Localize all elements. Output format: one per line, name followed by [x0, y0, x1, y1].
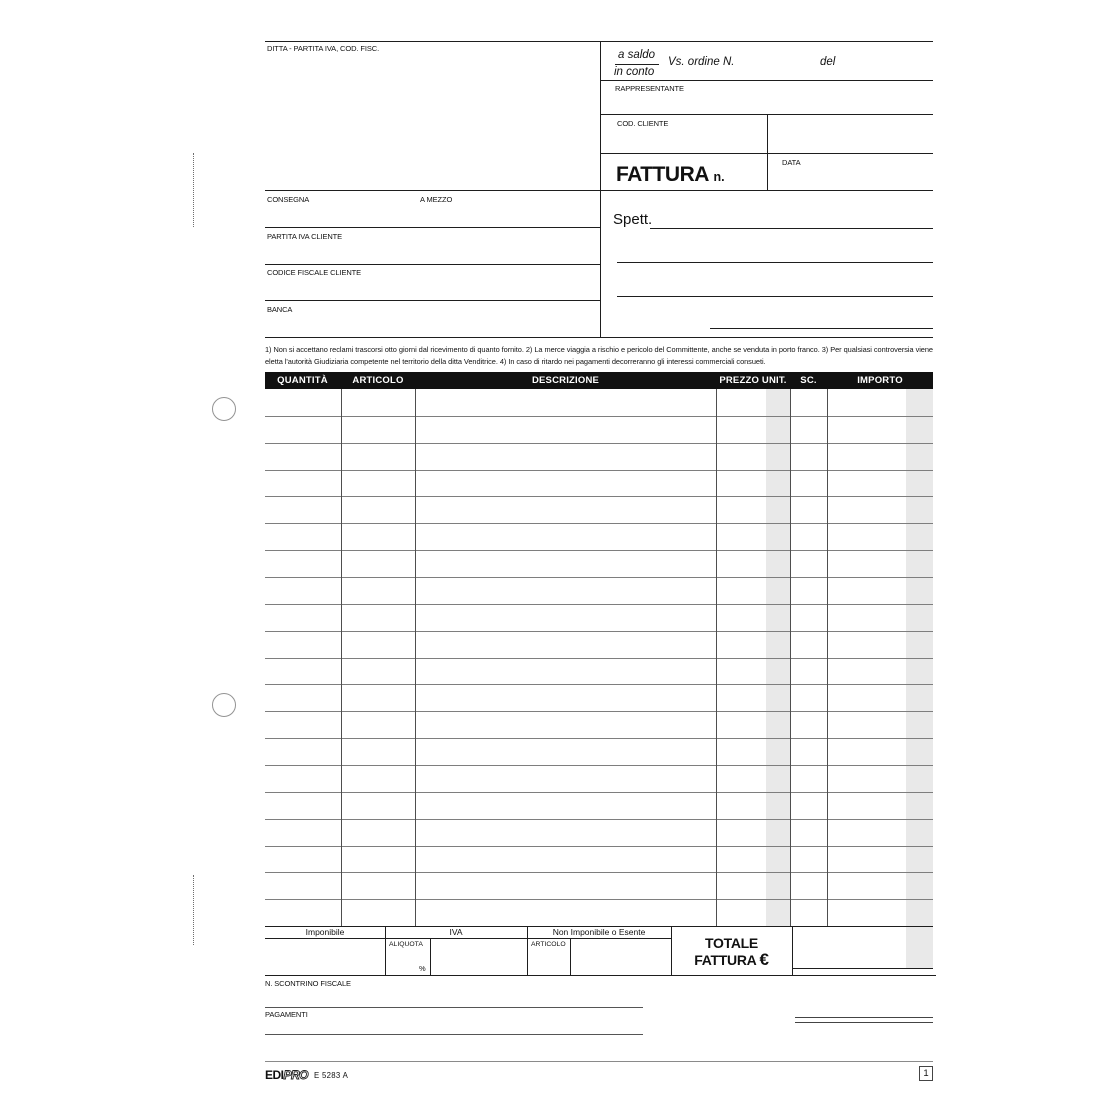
consegna-bottom-line	[265, 227, 600, 228]
imponibile-label: Imponibile	[305, 927, 345, 937]
non-imponibile-label: Non Imponibile o Esente	[552, 927, 646, 937]
non-imponibile-underline	[527, 938, 671, 939]
table-row-line	[265, 496, 933, 497]
brand-logo	[265, 1068, 348, 1082]
table-row-line	[265, 738, 933, 739]
table-row-line	[265, 443, 933, 444]
table-row-line	[265, 550, 933, 551]
totale-fattura-label	[671, 936, 792, 968]
table-header-quantit: QUANTITÀ	[265, 372, 340, 389]
imponibile-underline	[265, 938, 385, 939]
summary-articolo-label: ARTICOLO	[531, 941, 566, 948]
footer-separator-line	[265, 1061, 933, 1062]
fattura-word: FATTURA	[616, 163, 709, 186]
totale-word: TOTALE	[705, 935, 758, 951]
percent-label: %	[419, 964, 426, 973]
fattura-title	[616, 163, 725, 187]
banca-label: BANCA	[267, 305, 293, 314]
punch-hole-bottom	[212, 693, 236, 717]
brand-pro: PRO	[283, 1068, 309, 1082]
table-row-line	[265, 416, 933, 417]
a-mezzo-label: A MEZZO	[420, 195, 453, 204]
table-header-sc: SC.	[791, 372, 826, 389]
saldo-conto-fraction-line	[615, 64, 659, 65]
a-saldo-label: a saldo	[618, 49, 656, 61]
spett-line-2	[617, 262, 933, 263]
iva-label: IVA	[449, 927, 463, 937]
table-row-line	[265, 765, 933, 766]
table-column-divider	[415, 389, 416, 926]
header-bottom-line	[265, 337, 933, 338]
table-header-articolo: ARTICOLO	[342, 372, 414, 389]
in-conto-label: in conto	[614, 66, 655, 78]
table-row-line	[265, 523, 933, 524]
codice-fiscale-label: CODICE FISCALE CLIENTE	[267, 268, 362, 277]
total-double-line-1	[795, 1017, 933, 1018]
fattura-data-divider	[767, 153, 768, 190]
pagamenti-label: PAGAMENTI	[265, 1010, 308, 1019]
table-row-line	[265, 819, 933, 820]
euro-symbol: €	[759, 949, 769, 969]
importo-decimal-shaded-column	[906, 389, 933, 968]
consegna-top-line	[265, 190, 600, 191]
summary-bottom-line	[265, 975, 936, 976]
supplier-label: DITTA - PARTITA IVA, COD. FISC.	[267, 44, 380, 53]
partita-iva-line	[265, 264, 600, 265]
rappresentante-label: RAPPRESENTANTE	[615, 84, 684, 93]
perforation-mark-top	[193, 153, 194, 227]
page-number-badge	[919, 1066, 933, 1081]
product-code: E 5283 A	[314, 1071, 349, 1080]
table-column-divider	[827, 389, 828, 926]
pagamenti-line	[265, 1034, 643, 1035]
brand-edi: EDI	[265, 1068, 284, 1082]
aliquota-cell-divider	[430, 938, 431, 975]
table-row-line	[265, 846, 933, 847]
table-row-line	[265, 899, 933, 900]
partita-iva-cliente-label: PARTITA IVA CLIENTE	[267, 232, 343, 241]
header-center-divider	[600, 41, 601, 337]
spett-line-4	[710, 328, 933, 329]
iva-underline	[385, 938, 527, 939]
table-row-line	[265, 577, 933, 578]
table-column-divider	[341, 389, 342, 926]
fattura-row-bottom-line	[600, 190, 933, 191]
total-amount-box-line	[792, 968, 933, 969]
table-column-divider	[790, 389, 791, 926]
punch-hole-top	[212, 397, 236, 421]
table-row-line	[265, 470, 933, 471]
fattura-n-label: n.	[713, 170, 725, 184]
spett-label: Spett.	[613, 211, 653, 228]
page-number: 1	[923, 1068, 929, 1079]
total-double-line-2	[795, 1022, 933, 1023]
table-row-line	[265, 631, 933, 632]
scontrino-label: N. SCONTRINO FISCALE	[265, 979, 351, 988]
table-row-line	[265, 711, 933, 712]
table-header-importo: IMPORTO	[828, 372, 932, 389]
cod-cliente-divider	[767, 114, 768, 153]
cod-cliente-label: COD. CLIENTE	[617, 119, 669, 128]
data-label: DATA	[782, 158, 801, 167]
vs-ordine-label: Vs. ordine N.	[668, 56, 735, 68]
order-row-bottom-line	[600, 80, 933, 81]
articolo-cell-divider	[570, 938, 571, 975]
fattura-word-2: FATTURA	[694, 951, 756, 968]
scontrino-line	[265, 1007, 643, 1008]
table-row-line	[265, 872, 933, 873]
consegna-label: CONSEGNA	[267, 195, 310, 204]
table-row-line	[265, 604, 933, 605]
top-border-line	[265, 41, 933, 42]
disclaimer-text: 1) Non si accettano reclami trascorsi otto giorni dal ricevimento di quanto fornito. 2) La merce viaggia a rischio e pericolo del Committente, anche se venduta in porto franco. 3) Per qualsiasi controversia viene eletta l'autorità Giudiziaria competente nel territorio della ditta Venditrice. 4) In caso di ritardo nei pagamenti decorreranno gli interessi commerciali consueti.	[265, 345, 933, 366]
aliquota-label: ALIQUOTA	[389, 941, 423, 948]
spett-line-1	[650, 228, 933, 229]
table-row-line	[265, 792, 933, 793]
spett-line-3	[617, 296, 933, 297]
perforation-mark-bottom	[193, 875, 194, 945]
table-column-divider	[716, 389, 717, 926]
del-label: del	[820, 56, 836, 68]
table-header-descrizione: DESCRIZIONE	[416, 372, 715, 389]
codice-fiscale-line	[265, 300, 600, 301]
table-row-line	[265, 684, 933, 685]
table-row-line	[265, 658, 933, 659]
table-header-prezzo-unit: PREZZO UNIT.	[717, 372, 789, 389]
